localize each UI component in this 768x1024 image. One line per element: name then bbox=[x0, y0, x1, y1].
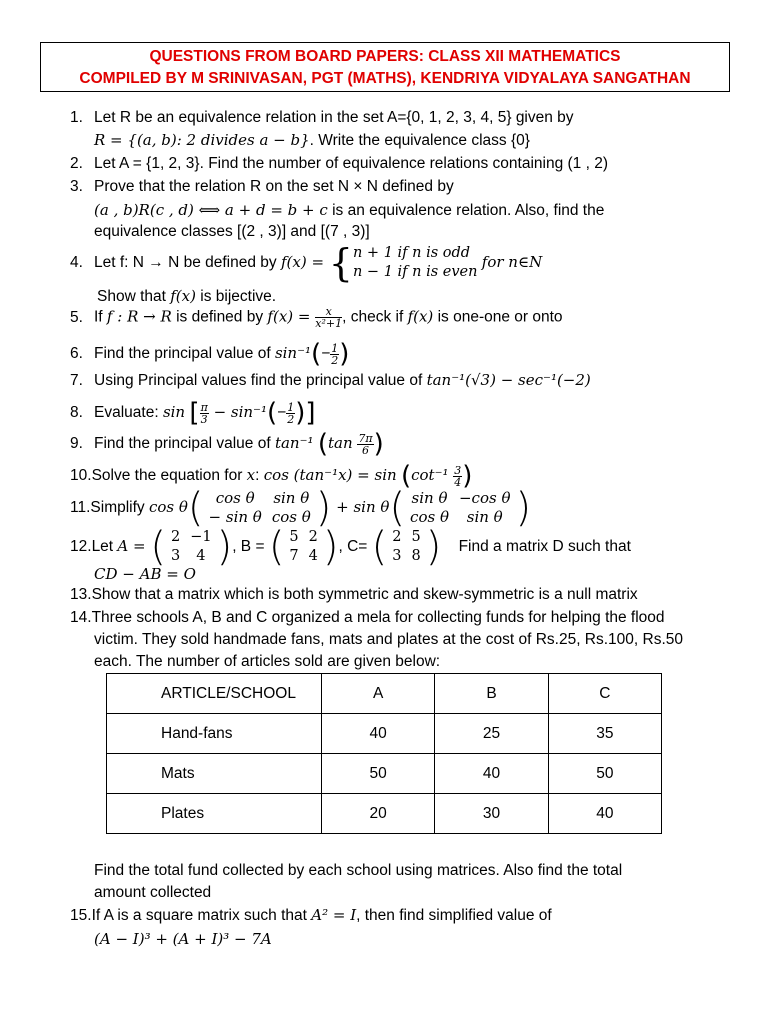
question-number: 5. bbox=[70, 308, 83, 326]
question-number: 6. bbox=[70, 345, 83, 363]
table-cell: Plates bbox=[107, 794, 322, 834]
question-2 bbox=[70, 155, 608, 173]
relation-math: R = {(a, b): 2 divides a − b} bbox=[94, 131, 310, 149]
matrix-c: 2 5 3 8 bbox=[392, 529, 421, 564]
question-4 bbox=[70, 241, 543, 285]
question-text: Evaluate: bbox=[94, 404, 163, 422]
question-6: 6. Find the principal value of sin⁻¹(− $\frac{1}{2}$ ) bbox=[70, 339, 350, 369]
table-cell: Hand-fans bbox=[107, 714, 322, 754]
question-text: is one-one or onto bbox=[433, 308, 563, 326]
equation-math: cos (tan⁻¹x) = sin bbox=[263, 466, 397, 485]
question-text: . Write the equivalence class {0} bbox=[309, 132, 530, 149]
question-text: Show that bbox=[97, 288, 171, 305]
question-text: Find the principal value of bbox=[94, 435, 275, 453]
table-header-cell: ARTICLE/SCHOOL bbox=[107, 674, 322, 714]
question-14-line-2 bbox=[94, 631, 683, 649]
question-number: 4. bbox=[70, 254, 83, 272]
numerator: x bbox=[315, 306, 342, 318]
question-number: 3. bbox=[70, 178, 83, 195]
table-cell: 40 bbox=[435, 754, 548, 794]
table-row bbox=[107, 714, 662, 754]
question-15-line-2 bbox=[94, 930, 272, 949]
document-header bbox=[40, 42, 730, 92]
inverse-trig-math: sin⁻¹ bbox=[274, 344, 312, 363]
question-4-line-2 bbox=[97, 287, 276, 306]
inverse-trig-math: − sin⁻¹ bbox=[208, 403, 267, 422]
table-row bbox=[107, 754, 662, 794]
domain-math: for n∈N bbox=[481, 253, 543, 272]
question-11: 11.Simplify cos θ( cos θ sin θ − sin θ cos θ ) + sin θ( sin θ −cos θ cos θ sin θ ) bbox=[70, 485, 532, 531]
question-12: 12.Let A = ( 2 −1 3 4 ), B = ( 5 2 7 4 ), C= ( 2 5 3 8 ) Find a matrix D such that bbox=[70, 524, 631, 570]
question-text: Let f: N → N be defined by bbox=[94, 254, 281, 272]
table-header-cell: A bbox=[322, 674, 435, 714]
table-cell: 30 bbox=[435, 794, 548, 834]
question-text: Solve the equation for bbox=[91, 467, 247, 485]
question-text: Find the total fund collected by each school using matrices. Also find the total bbox=[94, 862, 623, 879]
question-number: 12. bbox=[70, 538, 92, 556]
left-brace: { bbox=[328, 241, 353, 285]
question-text: is bijective. bbox=[195, 288, 277, 305]
question-text: Find the principal value of bbox=[94, 345, 275, 363]
articles-sold-table bbox=[106, 673, 662, 834]
question-13 bbox=[70, 586, 638, 604]
question-number: 1. bbox=[70, 109, 83, 126]
fraction bbox=[315, 306, 342, 329]
question-number: 10. bbox=[70, 467, 92, 485]
question-text: If bbox=[94, 308, 107, 326]
question-text: amount collected bbox=[94, 884, 212, 901]
expression-math: tan⁻¹(√3) − sec⁻¹(−2) bbox=[426, 371, 591, 389]
equation-math: CD − AB = O bbox=[94, 565, 196, 583]
question-number: 14. bbox=[70, 609, 92, 626]
question-text: equivalence classes [(2 , 3)] and [(7 , 3)] bbox=[94, 223, 370, 240]
function-math: f(x) bbox=[407, 307, 434, 326]
matrix-a: cos θ sin θ − sin θ cos θ bbox=[208, 489, 311, 526]
table-row bbox=[107, 794, 662, 834]
table-cell: 25 bbox=[435, 714, 548, 754]
table-header-cell: B bbox=[435, 674, 548, 714]
question-number: 7. bbox=[70, 372, 83, 389]
question-text: If A is a square matrix such that bbox=[91, 907, 312, 924]
question-number: 9. bbox=[70, 435, 83, 453]
function-math: f(x) = bbox=[267, 307, 316, 326]
relation-math: (a , b)R(c , d) ⟺ a + d = b + c bbox=[94, 201, 328, 219]
question-text: is defined by bbox=[171, 308, 268, 326]
question-number: 13. bbox=[70, 586, 92, 603]
matrix-b: sin θ −cos θ cos θ sin θ bbox=[410, 489, 511, 526]
question-14-line-3 bbox=[94, 653, 440, 671]
question-number: 8. bbox=[70, 404, 83, 422]
question-number: 15. bbox=[70, 907, 92, 924]
table-cell: 35 bbox=[548, 714, 661, 754]
question-12-line-2 bbox=[94, 565, 196, 584]
case-odd: n + 1 if n is odd bbox=[352, 245, 471, 261]
question-text: victim. They sold handmade fans, mats and plates at the cost of Rs.25, Rs.100, Rs.50 bbox=[94, 631, 684, 648]
case-even: n − 1 if n is even bbox=[352, 264, 478, 280]
fraction: $\frac{1}{2}$ bbox=[331, 341, 339, 367]
question-14-after-2 bbox=[94, 884, 211, 902]
inverse-trig-math: tan⁻¹ bbox=[274, 434, 314, 453]
question-9: 9. Find the principal value of tan⁻¹ (tan $\frac{7\pi}{6}$ ) bbox=[70, 429, 384, 459]
table-header-row bbox=[107, 674, 662, 714]
denominator: x²+1 bbox=[315, 317, 343, 330]
question-number: 2. bbox=[70, 155, 83, 172]
table-cell: 50 bbox=[322, 754, 435, 794]
question-text: Simplify bbox=[90, 499, 149, 517]
question-text: , then find simplified value of bbox=[356, 907, 552, 924]
question-text: Show that a matrix which is both symmetric and skew-symmetric is a null matrix bbox=[91, 586, 638, 603]
fraction: $\frac{7\pi}{6}$ bbox=[358, 431, 373, 457]
question-text: Prove that the relation R on the set N × N defined by bbox=[94, 178, 454, 195]
question-3-line-2 bbox=[94, 201, 604, 220]
question-text: Find a matrix D such that bbox=[458, 538, 631, 556]
table-cell: 20 bbox=[322, 794, 435, 834]
map-math: f : R → R bbox=[106, 307, 172, 326]
question-text: each. The number of articles sold are given below: bbox=[94, 653, 441, 670]
question-8: 8. Evaluate: sin [ $\frac{\pi}{3}$ − sin⁻¹(− $\frac{1}{2}$ )] bbox=[70, 398, 316, 428]
condition-math: A² = I bbox=[311, 906, 357, 924]
matrix-a: 2 −1 3 4 bbox=[170, 529, 212, 564]
question-text: Using Principal values find the principal value of bbox=[94, 372, 427, 389]
table-cell: 40 bbox=[548, 794, 661, 834]
fraction: $\frac{3}{4}$ bbox=[454, 463, 462, 489]
question-10: 10.Solve the equation for x: cos (tan⁻¹x) = sin (cot⁻¹ $\frac{3}{4}$ ) bbox=[70, 461, 473, 491]
fraction: $\frac{\pi}{3}$ bbox=[200, 400, 208, 426]
question-text: Let A = {1, 2, 3}. Find the number of equivalence relations containing (1 , 2) bbox=[94, 155, 608, 172]
piecewise-cases bbox=[353, 244, 477, 282]
question-5 bbox=[70, 306, 563, 329]
question-1-line-2 bbox=[94, 131, 530, 150]
matrix-b: 5 2 7 4 bbox=[289, 529, 318, 564]
question-text: is an equivalence relation. Also, find the bbox=[327, 202, 605, 219]
question-number: 11. bbox=[70, 499, 91, 517]
fraction: $\frac{1}{2}$ bbox=[287, 400, 295, 426]
question-3-line-3 bbox=[94, 223, 370, 241]
question-1 bbox=[70, 109, 574, 127]
table-cell: Mats bbox=[107, 754, 322, 794]
function-math: f(x) bbox=[170, 287, 196, 305]
question-14 bbox=[70, 609, 665, 627]
question-text: Let bbox=[91, 538, 118, 556]
table-header-cell: C bbox=[548, 674, 661, 714]
header-title: QUESTIONS FROM BOARD PAPERS: CLASS XII MATHEMATICS bbox=[149, 48, 621, 65]
function-math: f(x) = bbox=[280, 253, 329, 272]
sin-math: sin bbox=[162, 403, 186, 422]
question-text: Let R be an equivalence relation in the set A={0, 1, 2, 3, 4, 5} given by bbox=[94, 109, 574, 126]
table-cell: 40 bbox=[322, 714, 435, 754]
question-text: Three schools A, B and C organized a mela for collecting funds for helping the flood bbox=[91, 609, 665, 626]
question-3 bbox=[70, 178, 454, 196]
table-cell: 50 bbox=[548, 754, 661, 794]
expression-math: (A − I)³ + (A + I)³ − 7A bbox=[94, 930, 272, 948]
question-7 bbox=[70, 371, 591, 390]
question-text: , check if bbox=[342, 308, 408, 326]
question-14-after-1 bbox=[94, 862, 622, 880]
question-15 bbox=[70, 906, 552, 925]
header-compiler: COMPILED BY M SRINIVASAN, PGT (MATHS), KENDRIYA VIDYALAYA SANGATHAN bbox=[79, 70, 691, 87]
